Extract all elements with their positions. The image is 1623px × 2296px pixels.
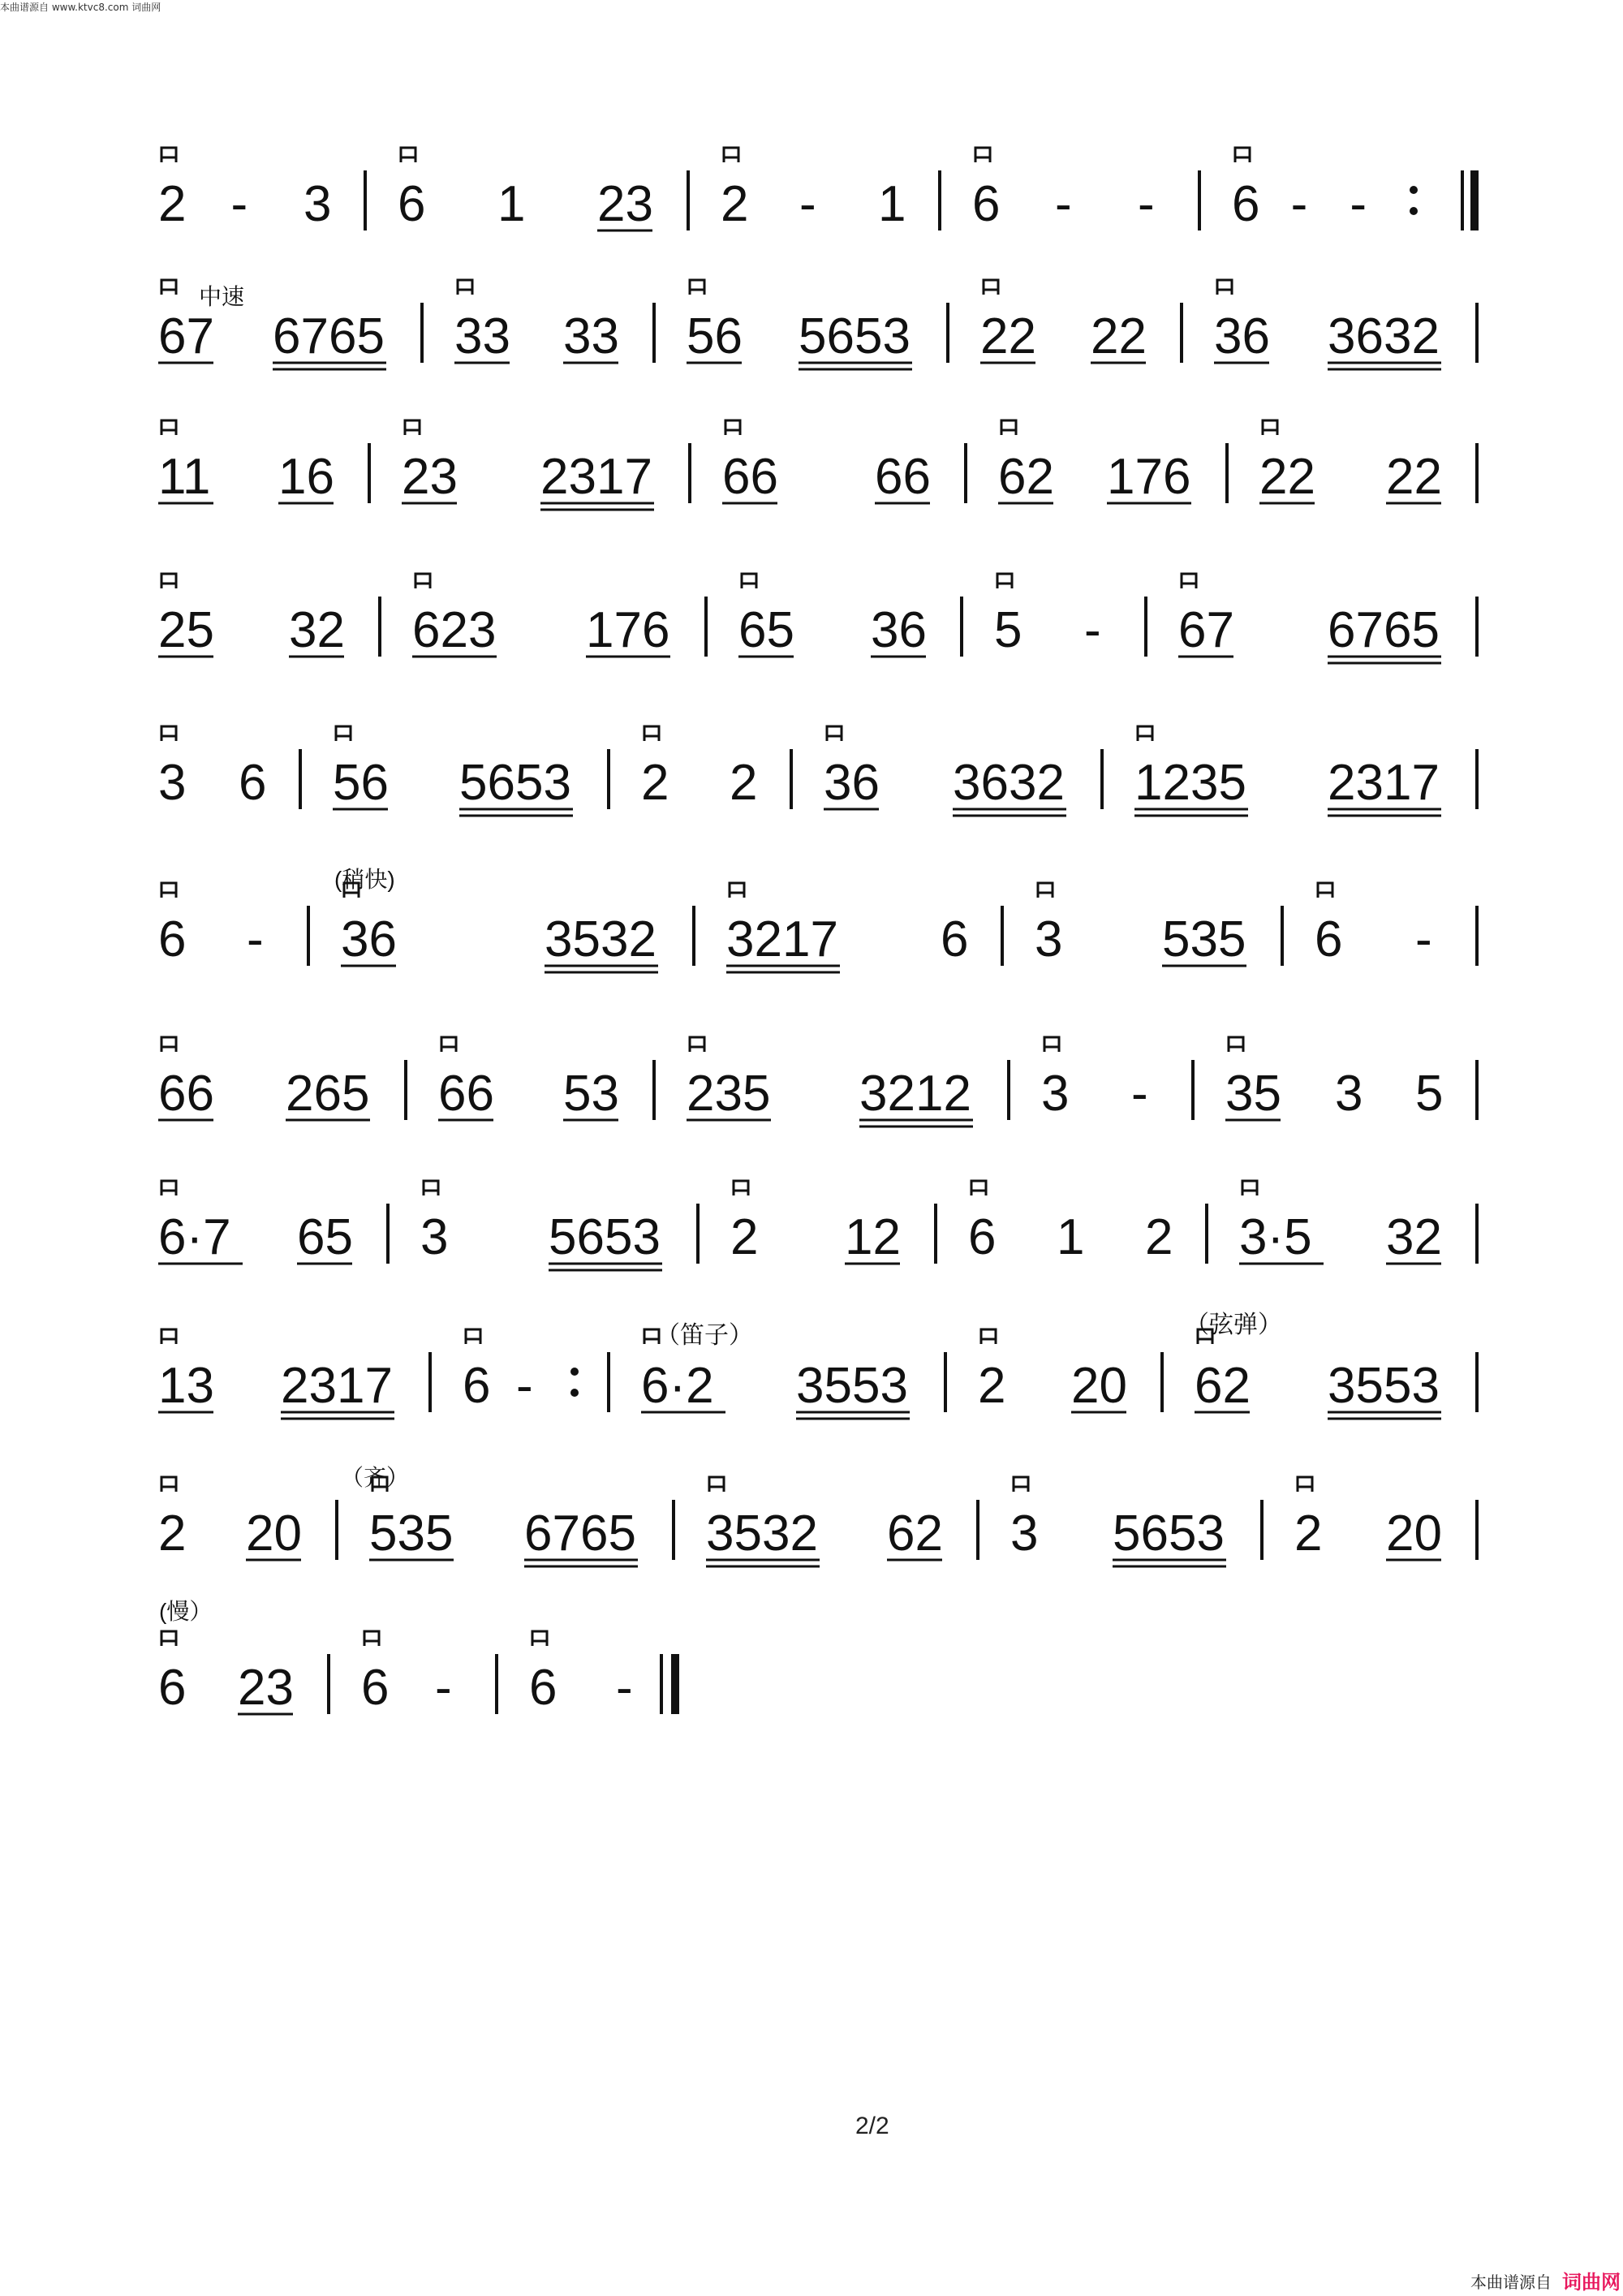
down-bow-mark bbox=[1242, 1181, 1257, 1195]
note: 6 bbox=[398, 176, 426, 232]
source-header: 本曲谱源自 www.ktvc8.com 词曲网 bbox=[0, 2, 161, 13]
note: 3 bbox=[158, 755, 187, 811]
repeat-dot bbox=[1410, 186, 1418, 194]
down-bow-mark bbox=[532, 1631, 547, 1646]
instrument-strings-marking: （弦弹） bbox=[1185, 1312, 1282, 1338]
note: 1 bbox=[878, 176, 906, 232]
note: 6 bbox=[529, 1660, 558, 1716]
note: 3 bbox=[1041, 1066, 1070, 1122]
note: 265 bbox=[286, 1066, 370, 1122]
dash-note: - bbox=[230, 176, 248, 232]
down-bow-mark bbox=[690, 1037, 704, 1052]
note: 3532 bbox=[545, 911, 657, 967]
note: 36 bbox=[871, 602, 927, 658]
note: 3553 bbox=[1328, 1358, 1440, 1414]
down-bow-mark bbox=[424, 1181, 438, 1195]
down-bow-mark bbox=[1229, 1037, 1243, 1052]
note: 25 bbox=[158, 602, 214, 658]
note: 6 bbox=[463, 1358, 491, 1414]
note: 3·5 bbox=[1239, 1209, 1312, 1265]
down-bow-mark bbox=[730, 883, 744, 898]
down-bow-mark bbox=[1263, 420, 1277, 435]
note: 3532 bbox=[706, 1506, 818, 1562]
down-bow-mark bbox=[984, 280, 998, 295]
down-bow-mark bbox=[161, 148, 176, 162]
note: 56 bbox=[687, 308, 743, 364]
down-bow-mark bbox=[1235, 148, 1250, 162]
down-bow-mark bbox=[997, 574, 1012, 588]
note: 16 bbox=[278, 449, 334, 505]
note: 2317 bbox=[1328, 755, 1440, 811]
dash-note: - bbox=[1138, 176, 1155, 232]
down-bow-mark bbox=[644, 726, 659, 741]
note: 66 bbox=[158, 1066, 214, 1122]
down-bow-mark bbox=[724, 148, 738, 162]
down-bow-mark bbox=[742, 574, 756, 588]
note: 3 bbox=[1335, 1066, 1363, 1122]
tempo-slow-marking: (慢） bbox=[159, 1599, 213, 1624]
note: 5653 bbox=[549, 1209, 661, 1265]
note: 5653 bbox=[459, 755, 571, 811]
down-bow-mark bbox=[161, 726, 176, 741]
note: 23 bbox=[238, 1660, 294, 1716]
note: 36 bbox=[341, 911, 397, 967]
note: 32 bbox=[289, 602, 345, 658]
repeat-end-thick-bar bbox=[1470, 170, 1479, 230]
dash-note: - bbox=[1415, 911, 1432, 967]
note: 3212 bbox=[859, 1066, 971, 1122]
down-bow-mark bbox=[1182, 574, 1196, 588]
dash-note: - bbox=[1055, 176, 1072, 232]
note: 53 bbox=[563, 1066, 619, 1122]
down-bow-mark bbox=[161, 574, 176, 588]
note: 176 bbox=[586, 602, 670, 658]
note: 6765 bbox=[524, 1506, 636, 1562]
note: 2 bbox=[730, 1209, 759, 1265]
note: 67 bbox=[1178, 602, 1234, 658]
note: 2317 bbox=[281, 1358, 393, 1414]
note: 2 bbox=[158, 176, 187, 232]
note: 3 bbox=[304, 176, 332, 232]
note: 32 bbox=[1386, 1209, 1442, 1265]
down-bow-mark bbox=[1298, 1477, 1312, 1492]
note: 535 bbox=[1162, 911, 1246, 967]
down-bow-mark bbox=[458, 280, 472, 295]
source-logo: 词曲网 bbox=[1562, 2271, 1621, 2294]
note: 235 bbox=[687, 1066, 771, 1122]
note: 3217 bbox=[726, 911, 838, 967]
down-bow-mark bbox=[1044, 1037, 1059, 1052]
down-bow-mark bbox=[161, 280, 176, 295]
down-bow-mark bbox=[466, 1329, 480, 1344]
down-bow-mark bbox=[405, 420, 420, 435]
note: 3632 bbox=[953, 755, 1065, 811]
dash-note: - bbox=[1131, 1066, 1148, 1122]
dash-note: - bbox=[1350, 176, 1367, 232]
down-bow-mark bbox=[161, 420, 176, 435]
note: 2317 bbox=[540, 449, 652, 505]
down-bow-mark bbox=[161, 1181, 176, 1195]
note: 33 bbox=[454, 308, 510, 364]
note: 23 bbox=[597, 176, 653, 232]
unison-marking: （齐） bbox=[341, 1465, 410, 1490]
note: 6 bbox=[361, 1660, 390, 1716]
down-bow-mark bbox=[161, 883, 176, 898]
down-bow-mark bbox=[441, 1037, 456, 1052]
note: 3632 bbox=[1328, 308, 1440, 364]
note: 623 bbox=[412, 602, 497, 658]
note: 6·7 bbox=[158, 1209, 231, 1265]
down-bow-mark bbox=[415, 574, 430, 588]
note: 6 bbox=[941, 911, 969, 967]
down-bow-mark bbox=[975, 148, 990, 162]
dash-note: - bbox=[516, 1358, 533, 1414]
final-thick-bar bbox=[671, 1654, 679, 1714]
note: 36 bbox=[824, 755, 880, 811]
down-bow-mark bbox=[734, 1181, 748, 1195]
note: 13 bbox=[158, 1358, 214, 1414]
down-bow-mark bbox=[161, 1631, 176, 1646]
down-bow-mark bbox=[364, 1631, 379, 1646]
note: 6765 bbox=[273, 308, 385, 364]
note: 1 bbox=[497, 176, 526, 232]
note: 6 bbox=[1232, 176, 1260, 232]
note: 1235 bbox=[1134, 755, 1246, 811]
note: 62 bbox=[998, 449, 1054, 505]
dash-note: - bbox=[1290, 176, 1308, 232]
note: 6 bbox=[239, 755, 267, 811]
note: 22 bbox=[980, 308, 1036, 364]
note: 535 bbox=[369, 1506, 454, 1562]
repeat-dot bbox=[570, 1368, 579, 1376]
note: 22 bbox=[1386, 449, 1442, 505]
note: 1 bbox=[1057, 1209, 1085, 1265]
down-bow-mark bbox=[725, 420, 740, 435]
down-bow-mark bbox=[1014, 1477, 1028, 1492]
note: 5653 bbox=[799, 308, 911, 364]
note: 3553 bbox=[796, 1358, 908, 1414]
note: 3 bbox=[420, 1209, 449, 1265]
note: 33 bbox=[563, 308, 619, 364]
note: 6 bbox=[968, 1209, 997, 1265]
note: 2 bbox=[641, 755, 669, 811]
tempo-faster-marking: (稍快) bbox=[334, 867, 395, 892]
note: 2 bbox=[978, 1358, 1006, 1414]
note: 2 bbox=[1145, 1209, 1173, 1265]
note: 11 bbox=[158, 449, 211, 505]
note: 3 bbox=[1010, 1506, 1039, 1562]
note: 65 bbox=[297, 1209, 353, 1265]
note: 20 bbox=[1386, 1506, 1442, 1562]
down-bow-mark bbox=[709, 1477, 724, 1492]
tempo-marking: 中速 bbox=[199, 284, 245, 309]
note: 2 bbox=[721, 176, 749, 232]
note: 66 bbox=[438, 1066, 494, 1122]
note: 6 bbox=[1315, 911, 1343, 967]
down-bow-mark bbox=[827, 726, 842, 741]
note: 20 bbox=[1071, 1358, 1127, 1414]
down-bow-mark bbox=[1138, 726, 1152, 741]
note: 66 bbox=[875, 449, 931, 505]
source-footer: 本曲谱源自 bbox=[1470, 2272, 1552, 2292]
note: 2 bbox=[158, 1506, 187, 1562]
down-bow-mark bbox=[971, 1181, 986, 1195]
dash-note: - bbox=[799, 176, 816, 232]
down-bow-mark bbox=[1318, 883, 1332, 898]
note: 67 bbox=[158, 308, 214, 364]
dash-note: - bbox=[616, 1660, 633, 1716]
note: 22 bbox=[1259, 449, 1315, 505]
instrument-flute-marking: （笛子） bbox=[656, 1322, 753, 1349]
note: 5 bbox=[994, 602, 1022, 658]
down-bow-mark bbox=[690, 280, 704, 295]
note: 65 bbox=[738, 602, 794, 658]
dash-note: - bbox=[247, 911, 264, 967]
note: 6 bbox=[158, 911, 187, 967]
note: 6 bbox=[158, 1660, 187, 1716]
page-number: 2/2 bbox=[855, 2113, 889, 2139]
note: 2 bbox=[1294, 1506, 1323, 1562]
note: 12 bbox=[845, 1209, 901, 1265]
note: 62 bbox=[1195, 1358, 1251, 1414]
note: 6·2 bbox=[641, 1358, 714, 1414]
note: 36 bbox=[1214, 308, 1270, 364]
down-bow-mark bbox=[161, 1329, 176, 1344]
note: 62 bbox=[887, 1506, 943, 1562]
note: 22 bbox=[1091, 308, 1147, 364]
note: 2 bbox=[730, 755, 758, 811]
note: 20 bbox=[246, 1506, 302, 1562]
note: 56 bbox=[333, 755, 389, 811]
note: 66 bbox=[722, 449, 778, 505]
note: 23 bbox=[402, 449, 458, 505]
down-bow-mark bbox=[981, 1329, 996, 1344]
note: 176 bbox=[1107, 449, 1191, 505]
repeat-dot bbox=[1410, 207, 1418, 215]
dash-note: - bbox=[435, 1660, 452, 1716]
note: 3 bbox=[1035, 911, 1063, 967]
down-bow-mark bbox=[1038, 883, 1053, 898]
note: 5 bbox=[1415, 1066, 1444, 1122]
down-bow-mark bbox=[401, 148, 415, 162]
note: 6 bbox=[972, 176, 1001, 232]
down-bow-mark bbox=[161, 1037, 176, 1052]
repeat-dot bbox=[570, 1389, 579, 1397]
note: 35 bbox=[1225, 1066, 1281, 1122]
note: 5653 bbox=[1113, 1506, 1225, 1562]
note: 6765 bbox=[1328, 602, 1440, 658]
down-bow-mark bbox=[1001, 420, 1016, 435]
dash-note: - bbox=[1084, 602, 1101, 658]
down-bow-mark bbox=[161, 1477, 176, 1492]
down-bow-mark bbox=[1217, 280, 1232, 295]
down-bow-mark bbox=[336, 726, 351, 741]
